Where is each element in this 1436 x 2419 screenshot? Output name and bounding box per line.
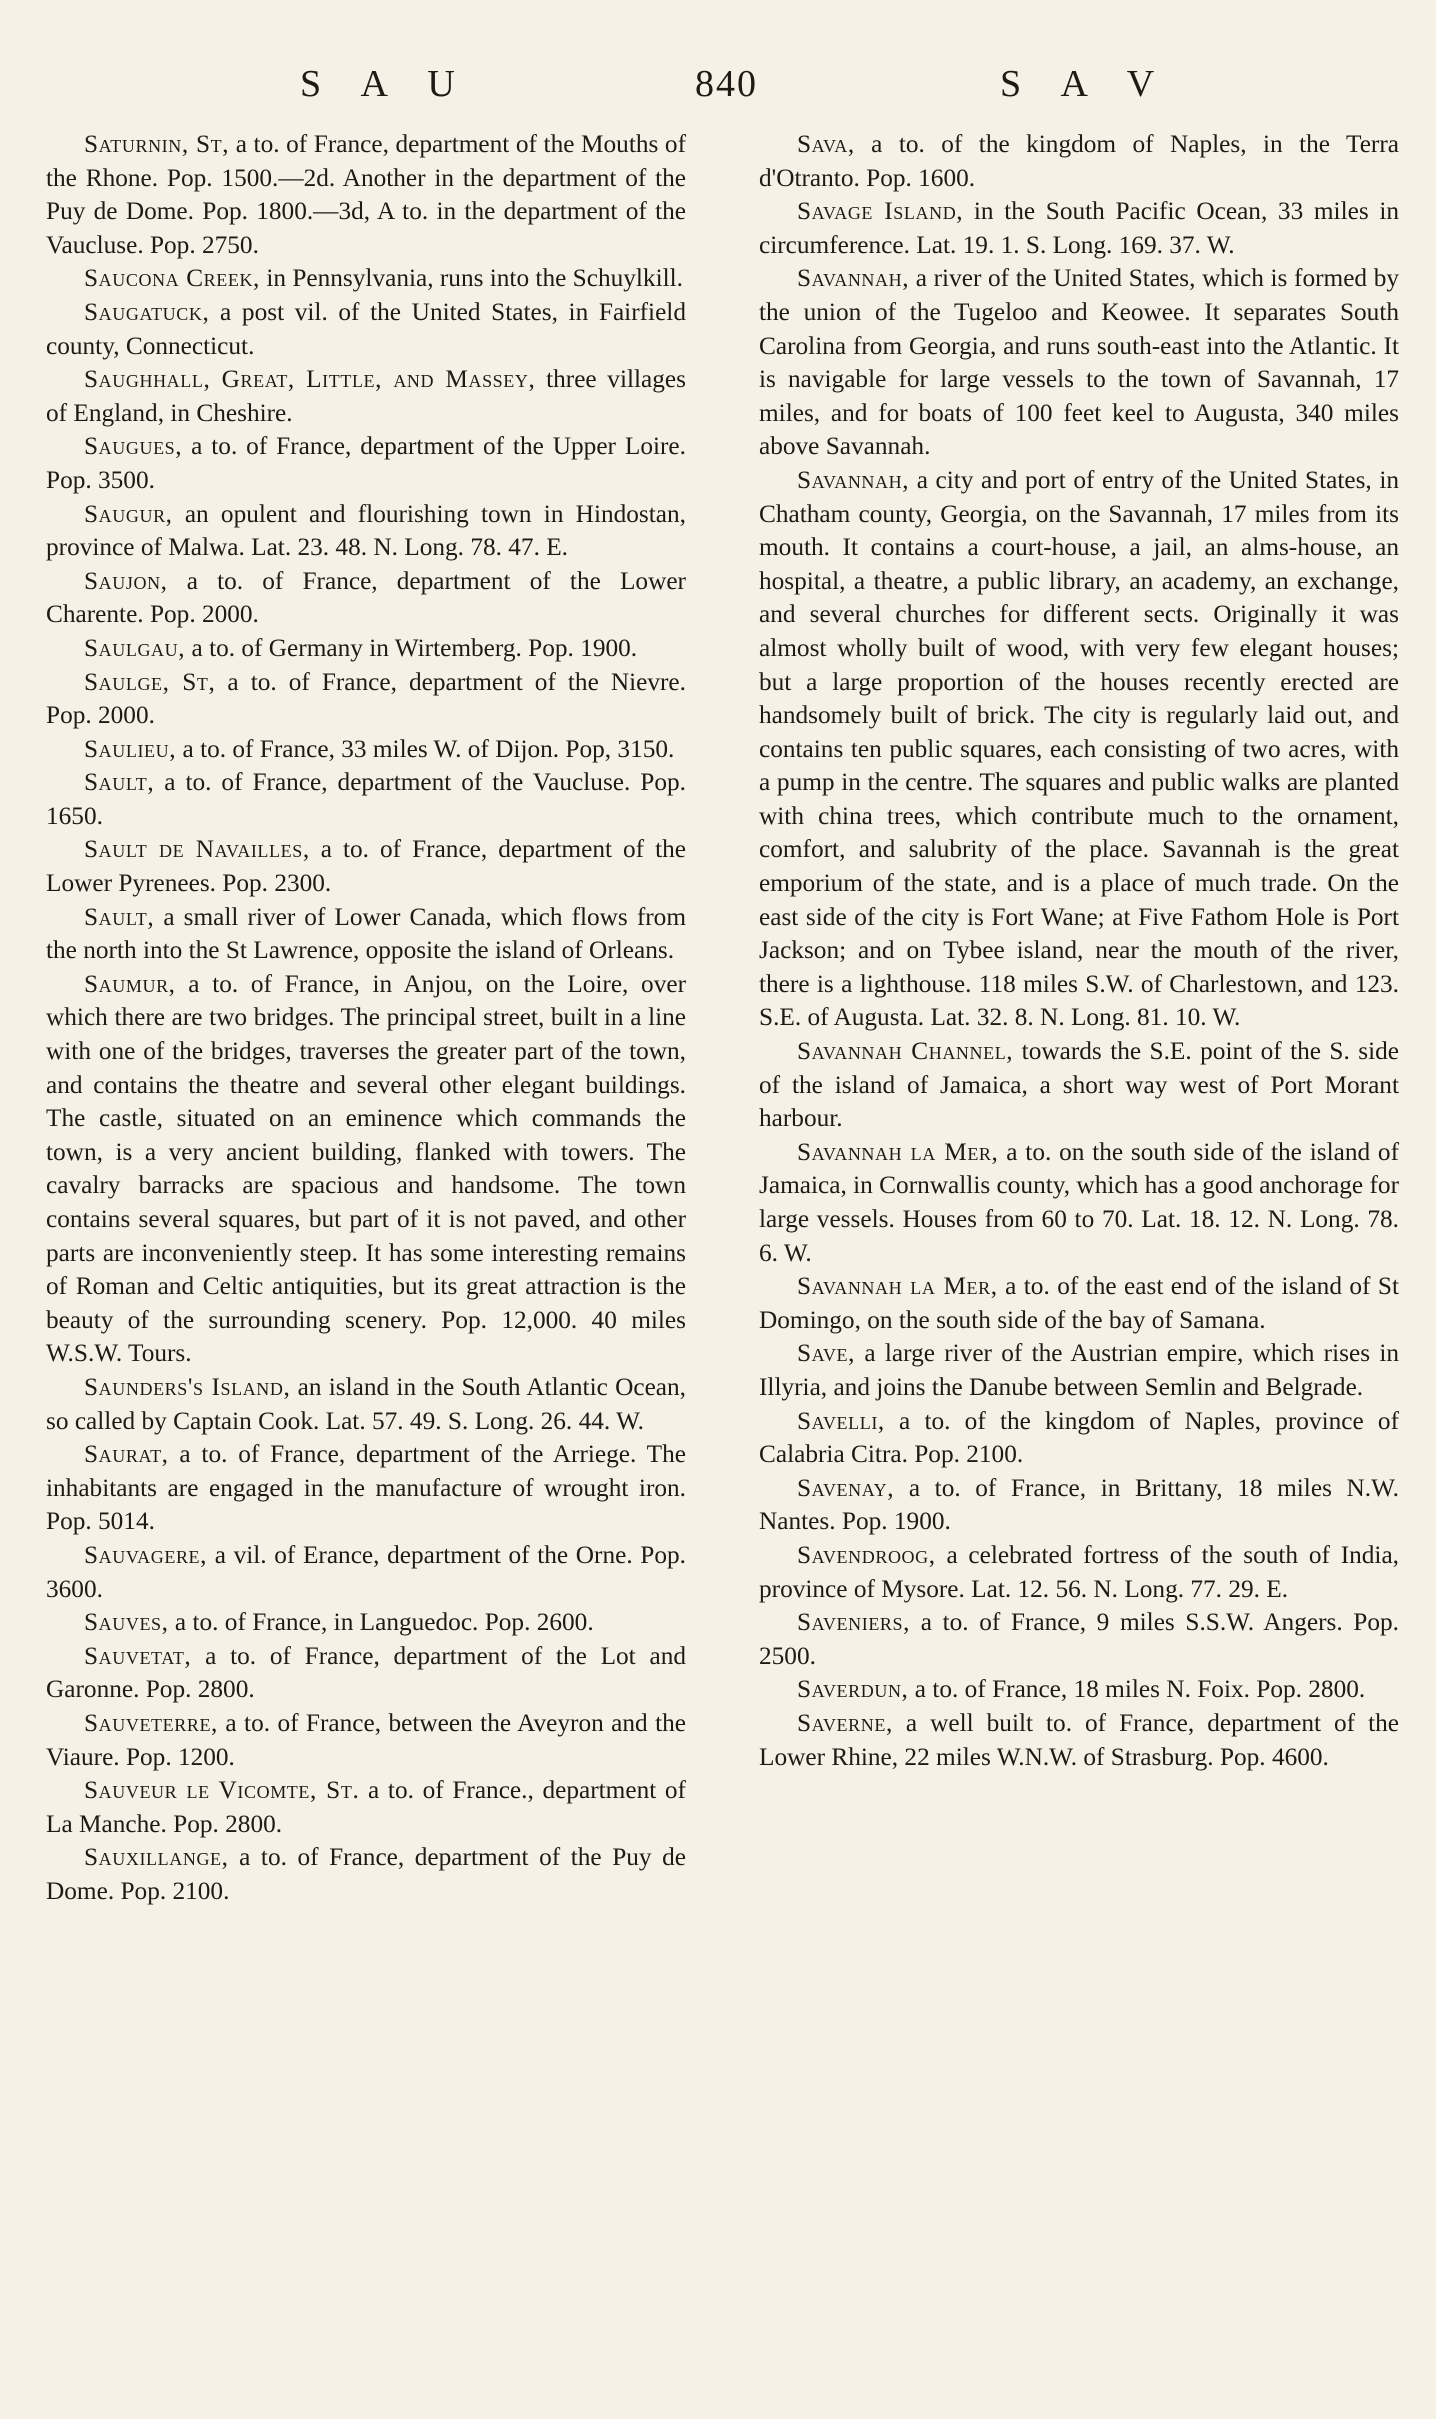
entry	[46, 1774, 686, 1841]
entry-headword: Sauvetat,	[84, 1641, 192, 1670]
entry	[759, 1472, 1399, 1539]
entry-text: three villages of England, in Cheshire.	[46, 365, 686, 427]
entry-headword: Saugatuck,	[84, 297, 210, 326]
entry-headword: Sault,	[84, 902, 155, 931]
entry-text: a to. of France, 18 miles N. Foix. Pop. 2800.	[908, 1675, 1366, 1704]
entry	[46, 766, 686, 833]
entry-headword: Savage Island,	[797, 197, 964, 226]
entry-headword: Saulge, St,	[84, 667, 216, 696]
entry-text: in the South Pacific Ocean, 33 miles in circumference. Lat. 19. 1. S. Long. 169. 37. W.	[759, 197, 1400, 259]
entry-headword: Savannah Channel,	[797, 1037, 1014, 1066]
entry-headword: Saughhall, Great, Little, and Massey,	[84, 365, 536, 394]
entry-headword: Savannah,	[797, 264, 910, 293]
entry-headword: Sault de Navailles,	[84, 835, 310, 864]
entry	[46, 1438, 686, 1539]
entry-text: a to. of France, department of the Upper Loire. Pop. 3500.	[46, 432, 686, 494]
entry	[759, 262, 1399, 464]
entry-text: a to. of the east end of the island of St Domingo, on the south side of the bay of Samana.	[759, 1272, 1399, 1334]
entry	[759, 1270, 1399, 1337]
entry	[46, 363, 686, 430]
entry-text: a to. of France, department of the Vaucluse. Pop. 1650.	[46, 768, 686, 830]
right-column	[759, 128, 1399, 1774]
entry-text: a to. of France, department of the Puy de Dome. Pop. 2100.	[46, 1843, 686, 1905]
entry-text: a to. of France, department of the Lot and Garonne. Pop. 2800.	[46, 1641, 686, 1704]
entry-text: towards the S.E. point of the S. side of the island of Jamaica, a short way west of Port Morant harbour.	[759, 1037, 1399, 1133]
running-head-left: S A U	[300, 63, 471, 105]
entry-text: a well built to. of France, department of the Lower Rhine, 22 miles W.N.W. of Strasburg. Pop. 4600.	[759, 1708, 1399, 1771]
entry	[759, 1337, 1399, 1404]
running-head-right: S A V	[1000, 63, 1171, 105]
entry-text: a to. of France, in Languedoc. Pop. 2600.	[168, 1608, 594, 1637]
entry	[759, 1673, 1399, 1707]
entry-headword: Saunders's Island,	[84, 1372, 291, 1401]
entry-text: an opulent and flourishing town in Hindostan, province of Malwa. Lat. 23. 48. N. Long. 78. 47. E.	[46, 499, 686, 562]
entry	[759, 1539, 1399, 1606]
entry-headword: Saverdun,	[797, 1675, 909, 1704]
entry-headword: Saujon,	[84, 566, 168, 595]
entry	[46, 296, 686, 363]
entry-text: an island in the South Atlantic Ocean, so called by Captain Cook. Lat. 57. 49. S. Long. 26. 44. W.	[46, 1372, 686, 1435]
entry-headword: Saulgau,	[84, 633, 186, 662]
entry-headword: Savenay,	[797, 1473, 895, 1502]
entry	[759, 1707, 1399, 1774]
entry-headword: Saturnin, St,	[84, 130, 230, 158]
entry-text: a vil. of Erance, department of the Orne. Pop. 3600.	[46, 1540, 686, 1603]
entry-text: a to. of France, department of the Mouths of the Rhone. Pop. 1500.—2d. Another in the department of the Puy de Dome. Pop. 1800.—3d, A to. in the department of the Vaucluse. Pop. 2750.	[46, 130, 686, 259]
entry-text: a to. of France, department of the Nievre. Pop. 2000.	[46, 667, 686, 730]
entry	[759, 1136, 1399, 1270]
left-column	[46, 128, 686, 1908]
entry-text: a to. of France, between the Aveyron and the Viaure. Pop. 1200.	[46, 1708, 686, 1771]
entry	[46, 430, 686, 497]
entry-text: a to. of the kingdom of Naples, in the Terra d'Otranto. Pop. 1600.	[759, 130, 1399, 192]
running-head	[300, 62, 1200, 112]
entry	[759, 464, 1399, 1035]
entry	[46, 666, 686, 733]
entry-headword: Save,	[797, 1339, 856, 1368]
entry-headword: Saugues,	[84, 432, 183, 461]
entry	[759, 1405, 1399, 1472]
entry	[46, 1606, 686, 1640]
entry-headword: Saurat,	[84, 1440, 169, 1469]
entry-headword: Sauves,	[84, 1608, 169, 1637]
entry	[46, 565, 686, 632]
entry-headword: Saugur,	[84, 499, 173, 528]
entry-text: a celebrated fortress of the south of India, province of Mysore. Lat. 12. 56. N. Long. 77. 29. E.	[759, 1540, 1399, 1603]
entry-text: a small river of Lower Canada, which flows from the north into the St Lawrence, opposite the island of Orleans.	[46, 902, 686, 965]
entry-text: a to. of the kingdom of Naples, province of Calabria Citra. Pop. 2100.	[759, 1406, 1399, 1469]
entry-text: a post vil. of the United States, in Fairfield county, Connecticut.	[46, 297, 686, 360]
entry-headword: Sava,	[797, 130, 855, 158]
entry-text: a to. of France, department of the Arriege. The inhabitants are engaged in the manufacture of wrought iron. Pop. 5014.	[46, 1440, 686, 1536]
entry-headword: Sault,	[84, 768, 155, 797]
entry	[46, 733, 686, 767]
entry	[46, 632, 686, 666]
entry-text: in Pennsylvania, runs into the Schuylkill.	[260, 264, 683, 293]
entry	[759, 1035, 1399, 1136]
entry-text: a city and port of entry of the United States, in Chatham county, Georgia, on the Savannah, 17 miles from its mouth. It contains a court-house, a jail, an alms-house, an hospital, a theatre, a public library, an academy, an exchange, and several churches for different sects. Originally it was almost wholly built of wood, with very few elegant houses; but a large proportion of the houses recently erected are handsomely built of brick. The city is regularly laid out, and contains ten public squares, each consisting of two acres, with a pump in the centre. The squares and public walks are planted with china trees, which contribute much to the ornament, comfort, and salubrity of the place. Savannah is the great emporium of the state, and is a place of much trade. On the east side of the city is Fort Wane; at Five Fathom Hole is Port Jackson; and on Tybee island, near the mouth of the river, there is a lighthouse. 118 miles S.W. of Charlestown, and 123. S.E. of Augusta. Lat. 32. 8. N. Long. 81. 10. W.	[759, 465, 1399, 1032]
entry-headword: Saveniers,	[797, 1608, 911, 1637]
entry-text: a river of the United States, which is formed by the union of the Tugeloo and Keowee. It separates South Carolina from Georgia, and runs south-east into the Atlantic. It is navigable for large vessels to the town of Savannah, 17 miles, and for boats of 100 feet keel to Augusta, 340 miles above Savannah.	[759, 264, 1399, 461]
page-number: 840	[695, 63, 758, 105]
entry	[46, 1707, 686, 1774]
entry	[46, 262, 686, 296]
entry-headword: Savannah,	[797, 465, 910, 494]
entry-text: a to. of France, in Brittany, 18 miles N.W. Nantes. Pop. 1900.	[759, 1473, 1399, 1536]
entry-text: a to. of France, department of the Lower Charente. Pop. 2000.	[46, 566, 686, 629]
entry-headword: Savendroog,	[797, 1540, 936, 1569]
entry-text: a to. on the south side of the island of Jamaica, in Cornwallis county, which has a good anchorage for large vessels. Houses from 60 to 70. Lat. 18. 12. N. Long. 78. 6. W.	[759, 1137, 1399, 1267]
entry	[759, 128, 1399, 195]
entry	[46, 833, 686, 900]
entry	[46, 1640, 686, 1707]
entry-headword: Savannah la Mer,	[797, 1272, 998, 1301]
entry-headword: Saverne,	[797, 1708, 893, 1737]
entry-text: a to. of France, in Anjou, on the Loire, over which there are two bridges. The principal street, built in a line with one of the bridges, traverses the greater part of the town, and contains the theatre and several other elegant buildings. The castle, situated on an eminence which commands the town, is a very ancient building, flanked with towers. The cavalry barracks are spacious and handsome. The town contains several squares, but part of it is not paved, and other parts are inconveniently steep. It has some interesting remains of Roman and Celtic antiquities, but its great attraction is the beauty of the surrounding scenery. Pop. 12,000. 40 miles W.S.W. Tours.	[46, 969, 686, 1368]
entry-headword: Savelli,	[797, 1406, 885, 1435]
entry	[46, 128, 686, 262]
entry-headword: Saulieu,	[84, 734, 177, 763]
entry-text: a to. of France, 9 miles S.S.W. Angers. Pop. 2500.	[759, 1608, 1399, 1670]
entry-headword: Saumur,	[84, 969, 176, 998]
entry-headword: Savannah la Mer,	[797, 1137, 999, 1166]
entry-text: a to. of France., department of La Manche. Pop. 2800.	[46, 1776, 686, 1838]
entry-text: a to. of Germany in Wirtemberg. Pop. 1900.	[185, 633, 638, 662]
entry-headword: Saucona Creek,	[84, 264, 260, 293]
entry-text: a to. of France, department of the Lower Pyrenees. Pop. 2300.	[46, 835, 686, 898]
entry	[46, 1841, 686, 1908]
entry	[46, 498, 686, 565]
entry-text: a to. of France, 33 miles W. of Dijon. Pop, 3150.	[176, 734, 675, 763]
entry	[46, 1371, 686, 1438]
entry	[46, 901, 686, 968]
entry	[759, 1606, 1399, 1673]
entry	[759, 195, 1399, 262]
entry-headword: Sauvagere,	[84, 1540, 208, 1569]
entry-text: a large river of the Austrian empire, which rises in Illyria, and joins the Danube between Semlin and Belgrade.	[759, 1339, 1399, 1401]
entry-headword: Sauveterre,	[84, 1708, 218, 1737]
entry-headword: Sauxillange,	[84, 1843, 229, 1872]
entry-headword: Sauveur le Vicomte, St.	[84, 1776, 360, 1805]
entry	[46, 1539, 686, 1606]
entry	[46, 968, 686, 1371]
